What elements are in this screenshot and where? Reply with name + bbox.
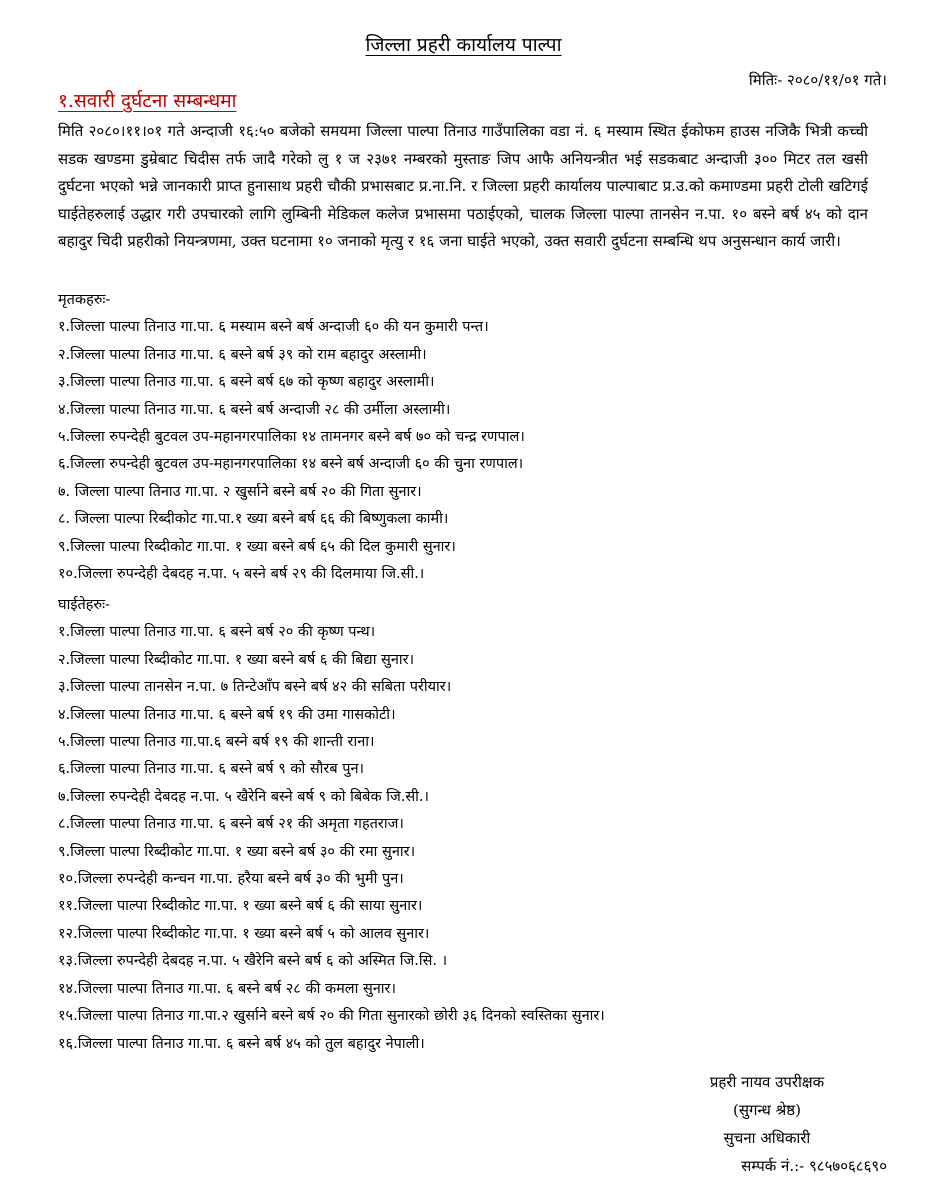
- section-heading: १.सवारी दुर्घटना सम्बन्धमा: [58, 90, 237, 112]
- list-item: ५.जिल्ला पाल्पा तिनाउ गा.पा.६ बस्ने बर्ष १९ की शान्ती राना।: [58, 734, 375, 751]
- incident-paragraph: मिति २०८०।११।०१ गते अन्दाजी १६:५० बजेको समयमा जिल्ला पाल्पा तिनाउ गाउँपालिका वडा नं. ६ मस्याम स्थित ईकोफम हाउस नजिकै भित्री कच्ची सडक खण्डमा डुम्रेबाट चिदीस तर्फ जादै गरेको लु १ ज २३७१ नम्बरको मुस्ताङ जिप आफै अनियन्त्रीत भई सडकबाट अन्दाजी ३०० मिटर तल खसी दुर्घटना भएको भन्ने जानकारी प्राप्त हुनासाथ प्रहरी चौकी प्रभासबाट प्र.ना.नि. र जिल्ला प्रहरी कार्यालय पाल्पाबाट प्र.उ.को कमाण्डमा प्रहरी टोली खटिगई घाईतेहरुलाई उद्धार गरी उपचारको लागि लुम्बिनी मेडिकल कलेज प्रभासमा पठाईएको, चालक जिल्ला पाल्पा तानसेन न.पा. १० बस्ने बर्ष ४५ को दान बहादुर चिदी प्रहरीको नियन्त्रणमा, उक्त घटनामा १० जनाको मृत्यु र १६ जना घाईते भएको, उक्त सवारी दुर्घटना सम्बन्धि थप अनुसन्धान कार्य जारी।: [58, 122, 868, 250]
- list-item: १३.जिल्ला रुपन्देही देबदह न.पा. ५ खैरेनि बस्ने बर्ष ६ को अस्मित जि.सि. ।: [58, 953, 448, 970]
- list-item: ४.जिल्ला पाल्पा तिनाउ गा.पा. ६ बस्ने बर्ष १९ की उमा गासकोटी।: [58, 706, 396, 723]
- signature-block: [647, 1068, 887, 1180]
- document-title: [0, 33, 927, 57]
- list-item: १.जिल्ला पाल्पा तिनाउ गा.पा. ६ मस्याम बस्ने बर्ष अन्दाजी ६० की यन कुमारी पन्त।: [58, 319, 489, 336]
- list-item: १०.जिल्ला रुपन्देही कन्चन गा.पा. हरैया बस्ने बर्ष ३० की भुमी पुन।: [58, 871, 404, 888]
- list-item: ६.जिल्ला पाल्पा तिनाउ गा.पा. ६ बस्ने बर्ष ९ को सौरब पुन।: [58, 761, 365, 778]
- list-item: ६.जिल्ला रुपन्देही बुटवल उप-महानगरपालिका १४ बस्ने बर्ष अन्दाजी ६० की चुना रणपाल।: [58, 456, 524, 473]
- list-item: ३.जिल्ला पाल्पा तानसेन न.पा. ७ तिन्टेआँप बस्ने बर्ष ४२ की सबिता परीयार।: [58, 679, 452, 696]
- list-item: ८. जिल्ला पाल्पा रिब्दीकोट गा.पा.१ ख्या बस्ने बर्ष ६६ की बिष्णुकला कामी।: [58, 511, 449, 528]
- deaths-label: मृतकहरुः-: [58, 292, 111, 308]
- list-item: २.जिल्ला पाल्पा रिब्दीकोट गा.पा. १ ख्या बस्ने बर्ष ६ की बिद्या सुनार।: [58, 651, 415, 668]
- list-item: ९.जिल्ला पाल्पा रिब्दीकोट गा.पा. १ ख्या बस्ने बर्ष ६५ की दिल कुमारी सुनार।: [58, 538, 456, 555]
- list-item: १२.जिल्ला पाल्पा रिब्दीकोट गा.पा. १ ख्या बस्ने बर्ष ५ को आलव सुनार।: [58, 925, 430, 942]
- list-item: ८.जिल्ला पाल्पा तिनाउ गा.पा. ६ बस्ने बर्ष २१ की अमृता गहतराज।: [58, 816, 404, 833]
- signatory-rank: प्रहरी नायव उपरीक्षक: [709, 1073, 825, 1091]
- list-item: ७. जिल्ला पाल्पा तिनाउ गा.पा. २ खुर्सानेे बस्ने बर्ष २० की गिता सुनार।: [58, 483, 422, 500]
- contact-number: सम्पर्क नं.:- ९८५७०६८६९०: [741, 1157, 887, 1175]
- signatory-role: सुचना अधिकारी: [723, 1129, 811, 1147]
- list-item: ४.जिल्ला पाल्पा तिनाउ गा.पा. ६ बस्ने बर्ष अन्दाजी २८ की उर्मीला अस्लामी।: [58, 401, 451, 418]
- list-item: १५.जिल्ला पाल्पा तिनाउ गा.पा.२ खुर्सानेे बस्ने बर्ष २० की गिता सुनारको छोरी ३६ दिनको स्वस्तिका सुनार।: [58, 1008, 605, 1025]
- list-item: ३.जिल्ला पाल्पा तिनाउ गा.पा. ६ बस्ने बर्ष ६७ को कृष्ण बहादुर अस्लामी।: [58, 374, 435, 391]
- list-item: १६.जिल्ला पाल्पा तिनाउ गा.पा. ६ बस्ने बर्ष ४५ को तुल बहादुर नेपाली।: [58, 1035, 425, 1052]
- list-item: ५.जिल्ला रुपन्देही बुटवल उप-महानगरपालिका १४ तामनगर बस्ने बर्ष ७० को चन्द्र रणपाल।: [58, 429, 525, 446]
- document-date: मितिः- २०८०/११/०१ गते।: [748, 71, 887, 89]
- deaths-list: [58, 287, 878, 588]
- list-item: १०.जिल्ला रुपन्देही देबदह न.पा. ५ बस्ने बर्ष २९ की दिलमाया जि.सी.।: [58, 566, 425, 583]
- office-name: जिल्ला प्रहरी कार्यालय पाल्पा: [365, 34, 562, 56]
- list-item: १.जिल्ला पाल्पा तिनाउ गा.पा. ६ बस्ने बर्ष २० की कृष्ण पन्थ।: [58, 624, 376, 641]
- list-item: २.जिल्ला पाल्पा तिनाउ गा.पा. ६ बस्ने बर्ष ३९ को राम बहादुर अस्लामी।: [58, 346, 427, 363]
- injured-list: [58, 592, 878, 1058]
- injured-label: घाईतेहरुः-: [58, 597, 110, 613]
- list-item: १४.जिल्ला पाल्पा तिनाउ गा.पा. ६ बस्ने बर्ष २८ की कमला सुनार।: [58, 980, 396, 997]
- list-item: ७.जिल्ला रुपन्देही देबदह न.पा. ५ खैरेनि बस्ने बर्ष ९ को बिबेक जि.सी.।: [58, 788, 429, 805]
- list-item: ११.जिल्ला पाल्पा रिब्दीकोट गा.पा. १ ख्या बस्ने बर्ष ६ की साया सुनार।: [58, 898, 423, 915]
- list-item: ९.जिल्ला पाल्पा रिब्दीकोट गा.पा. १ ख्या बस्ने बर्ष ३० की रमा सुनार।: [58, 843, 416, 860]
- signatory-name: (सुगन्ध श्रेष्ठ): [733, 1101, 801, 1119]
